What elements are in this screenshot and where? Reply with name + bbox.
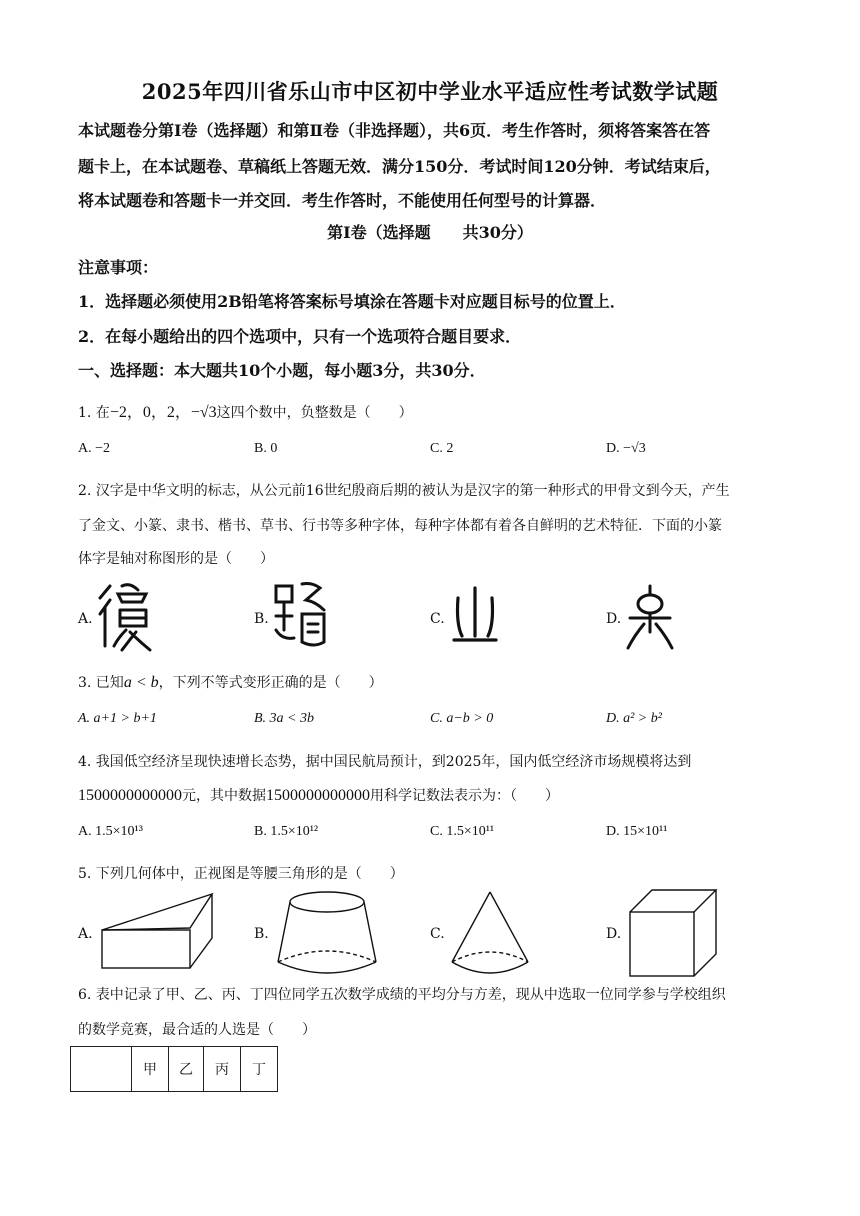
- seal-glyph-d-image: [624, 584, 676, 652]
- q1-option-a: A. −2: [78, 441, 111, 456]
- notes-heading: 注意事项：: [78, 258, 159, 277]
- q6-line-2: 的数学竞赛，最合适的人选是（ ）: [78, 1022, 316, 1038]
- seal-glyph-b-image: [272, 580, 328, 654]
- q6-line-1: 6. 表中记录了甲、乙、丙、丁四位同学五次数学成绩的平均分与方差，现从中选取一位同学参与学校组织: [78, 987, 726, 1003]
- part1-heading: 第Ⅰ卷（选择题 共30分）: [327, 223, 533, 242]
- notes-item-2: 2．在每小题给出的四个选项中，只有一个选项符合题目要求．: [78, 327, 522, 346]
- q1-neg-sqrt3: −√3: [190, 404, 217, 421]
- q1-stem: [78, 399, 413, 422]
- q4-option-c: C. 1.5×10¹¹: [430, 824, 495, 839]
- q3-stem-a: 3. 已知: [78, 675, 124, 691]
- q5-label-a: A.: [78, 926, 93, 942]
- q4-option-a: A. 1.5×10¹³: [78, 824, 143, 839]
- q2-line-3: 体字是轴对称图形的是（ ）: [78, 551, 274, 567]
- notes-item-1: 1．选择题必须使用2B铅笔将答案标号填涂在答题卡对应题目标号的位置上．: [78, 292, 626, 311]
- q3-option-b: B. 3a < 3b: [254, 711, 314, 726]
- q3-stem: [78, 672, 383, 692]
- q5-label-b: B.: [254, 926, 269, 942]
- q1-option-c: C. 2: [430, 441, 454, 456]
- solid-d-cube: [628, 888, 720, 980]
- q4-line-2-b: 用科学记数法表示为：（ ）: [370, 788, 559, 804]
- q2-label-c: C.: [430, 611, 445, 627]
- solid-b-frustum: [276, 890, 378, 974]
- q1-stem-a: 1. 在: [78, 405, 110, 421]
- q3-option-d: D. a² > b²: [606, 711, 662, 726]
- q3-option-c: C. a−b > 0: [430, 711, 494, 726]
- q5-label-d: D.: [606, 926, 622, 942]
- table-header-cell: [71, 1047, 132, 1092]
- seal-glyph-c-image: [450, 584, 500, 650]
- table-header-cell: 乙: [169, 1047, 204, 1092]
- intro-line-3: 将本试题卷和答题卡一并交回．考生作答时，不能使用任何型号的计算器．: [78, 191, 607, 210]
- q2-label-a: A.: [78, 611, 93, 627]
- solid-c-cone: [450, 890, 530, 976]
- q2-label-b: B.: [254, 611, 269, 627]
- table-header-cell: 甲: [132, 1047, 169, 1092]
- q3-stem-b: ，下列不等式变形正确的是（ ）: [158, 675, 383, 691]
- q4-line-2: [78, 785, 559, 805]
- q4-number-2: 1500000000000: [266, 787, 370, 804]
- q1-numbers: −2，0，2，: [109, 404, 191, 421]
- q2-line-1: 2. 汉字是中华文明的标志，从公元前16世纪殷商后期的被认为是汉字的第一种形式的甲骨文到今天，产生: [78, 483, 730, 499]
- exam-title: 2025年四川省乐山市中区初中学业水平适应性考试数学试题: [141, 79, 719, 104]
- q1-option-b: B. 0: [254, 441, 278, 456]
- q4-option-d: D. 15×10¹¹: [606, 824, 668, 839]
- q3-condition: a < b: [123, 674, 159, 691]
- q4-line-2-a: 元，其中数据: [182, 788, 266, 804]
- seal-glyph-a-image: [96, 580, 152, 654]
- solid-a-triangular-prism: [100, 890, 216, 970]
- table-header-cell: 丁: [241, 1047, 278, 1092]
- q4-line-1: 4. 我国低空经济呈现快速增长态势，据中国民航局预计，到2025年，国内低空经济市场规模将达到: [78, 754, 692, 770]
- q1-option-d: D. −√3: [606, 441, 646, 456]
- scores-table: [70, 1046, 278, 1092]
- intro-line-1: 本试题卷分第Ⅰ卷（选择题）和第Ⅱ卷（非选择题），共6页．考生作答时，须将答案答在答: [78, 121, 711, 140]
- section1-heading: 一、选择题：本大题共10个小题，每小题3分，共30分．: [78, 361, 486, 380]
- q4-option-b: B. 1.5×10¹²: [254, 824, 319, 839]
- q1-stem-b: 这四个数中，负整数是（ ）: [216, 405, 413, 421]
- q3-option-a: A. a+1 > b+1: [78, 711, 157, 726]
- q5-label-c: C.: [430, 926, 445, 942]
- q4-number-1: 1500000000000: [78, 787, 182, 804]
- q2-label-d: D.: [606, 611, 622, 627]
- intro-line-2: 题卡上，在本试题卷、草稿纸上答题无效．满分150分．考试时间120分钟．考试结束后，: [78, 157, 721, 176]
- q5-stem: 5. 下列几何体中，正视图是等腰三角形的是（ ）: [78, 866, 404, 882]
- table-row: [71, 1047, 278, 1092]
- table-header-cell: 丙: [204, 1047, 241, 1092]
- q2-line-2: 了金文、小篆、隶书、楷书、草书、行书等多种字体，每种字体都有着各自鲜明的艺术特征．下面的小篆: [78, 518, 722, 534]
